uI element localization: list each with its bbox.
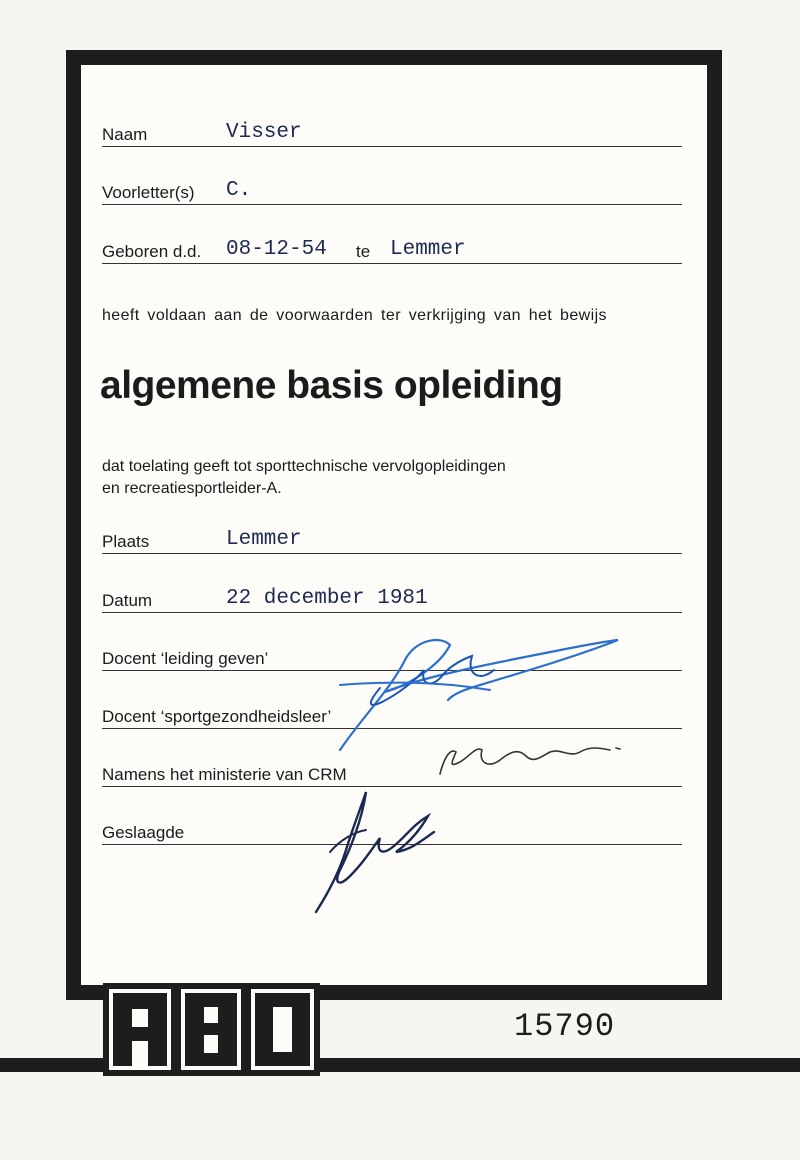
certificate-title: algemene basis opleiding xyxy=(100,364,563,407)
footer-bar-left xyxy=(0,1058,103,1072)
ministerie-label: Namens het ministerie van CRM xyxy=(102,765,347,784)
date-row xyxy=(102,586,682,613)
birth-date-value: 08-12-54 xyxy=(226,238,327,261)
initials-row xyxy=(102,178,682,205)
name-row xyxy=(102,120,682,147)
birth-row xyxy=(102,237,682,264)
birth-label: Geboren d.d. xyxy=(102,242,202,261)
admission-line-2: en recreatiesportleider-A. xyxy=(102,480,282,497)
docent-leiding-label: Docent ‘leiding geven’ xyxy=(102,649,269,668)
date-value: 22 december 1981 xyxy=(226,587,428,610)
statement-text: heeft voldaan aan de voorwaarden ter verkrijging van het bewijs xyxy=(102,307,607,324)
birthplace-label: te xyxy=(356,242,371,261)
name-label: Naam xyxy=(102,125,148,144)
docent-sport-label: Docent ‘sportgezondheidsleer’ xyxy=(102,707,332,726)
place-row xyxy=(102,527,682,554)
footer-bar-right xyxy=(320,1058,800,1072)
serial-number: 15790 xyxy=(514,1008,616,1045)
abo-logo xyxy=(103,983,320,1076)
name-value: Visser xyxy=(226,121,302,144)
initials-label: Voorletter(s) xyxy=(102,183,195,202)
geslaagde-label: Geslaagde xyxy=(102,823,185,842)
birthplace-value: Lemmer xyxy=(390,238,466,261)
date-label: Datum xyxy=(102,591,153,610)
admission-line-1: dat toelating geeft tot sporttechnische vervolgopleidingen xyxy=(102,458,506,475)
place-label: Plaats xyxy=(102,532,150,551)
graduate-signature xyxy=(310,780,470,920)
initials-value: C. xyxy=(226,179,252,202)
ministry-signature xyxy=(430,738,630,784)
place-value: Lemmer xyxy=(226,528,302,551)
